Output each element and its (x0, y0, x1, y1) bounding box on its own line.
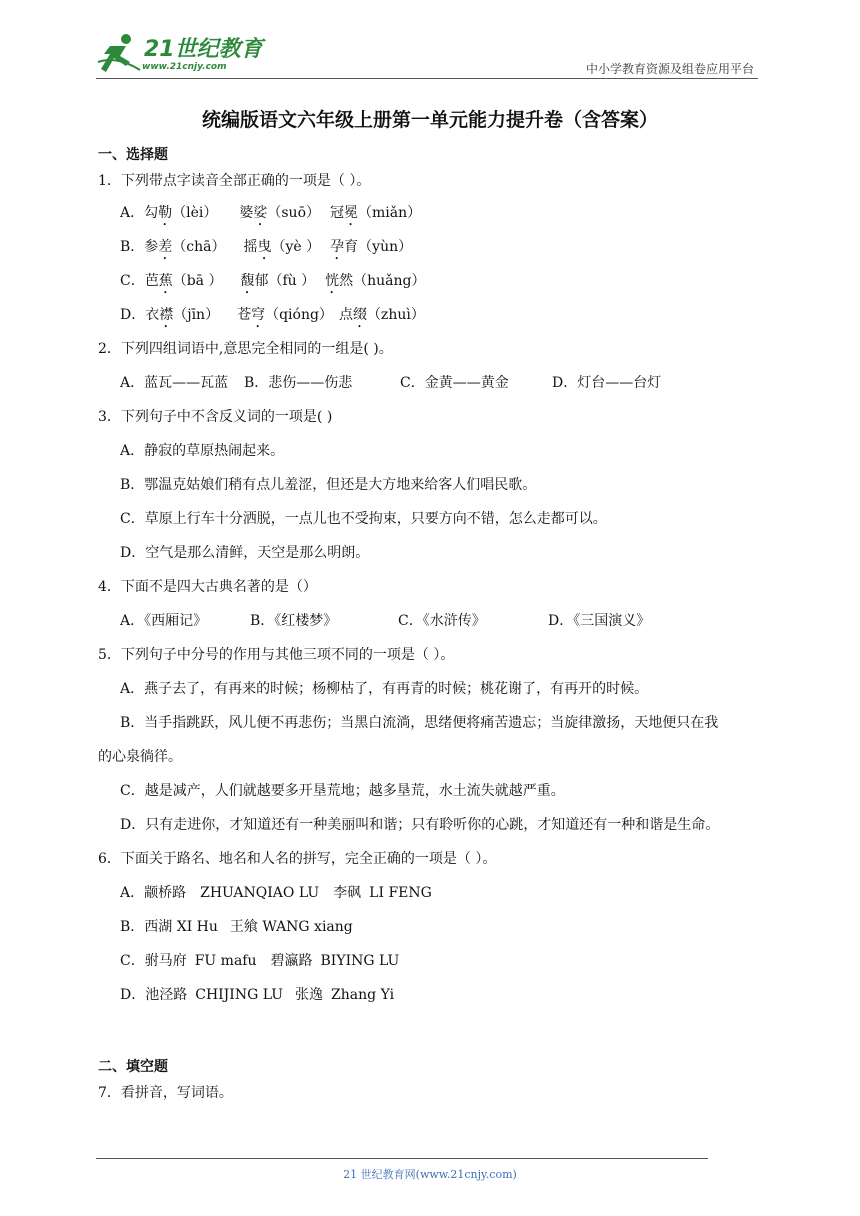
question-2-options (98, 366, 768, 400)
question-2-option-b: B．悲伤——伤悲 (244, 375, 353, 391)
question-3-stem: 3．下列句子中不含反义词的一项是( ) (98, 409, 333, 425)
logo (96, 32, 266, 76)
footer-link[interactable]: 21 世纪教育网(www.21cnjy.com) (343, 1168, 517, 1181)
platform-name: 中小学教育资源及组卷应用平台 (585, 62, 754, 76)
question-6-option-b: B．西湖 XI Hu 王飨 WANG xiang (120, 919, 353, 935)
question-5-option-a: A．燕子去了，有再来的时候；杨柳枯了，有再青的时候；桃花谢了，有再开的时候。 (120, 681, 649, 697)
question-4-option-b: B．《红楼梦》 (250, 613, 338, 629)
question-5-option-d: D．只有走进你，才知道还有一种美丽叫和谐；只有聆听你的心跳，才知道还有一种和谐是生命。 (120, 817, 720, 833)
question-1-option-b: B．参差（chā） 摇曳（yè ） 孕育（yùn） (120, 239, 413, 255)
footer-divider (96, 1158, 708, 1159)
question-4-option-d: D．《三国演义》 (548, 613, 651, 629)
header-divider (96, 78, 758, 79)
question-3-option-d: D．空气是那么清鲜，天空是那么明朗。 (120, 545, 370, 561)
question-3-option-b: B．鄂温克姑娘们稍有点儿羞涩，但还是大方地来给客人们唱民歌。 (120, 477, 537, 493)
question-2-option-d: D．灯台——台灯 (552, 375, 662, 391)
question-6-stem: 6．下面关于路名、地名和人名的拼写，完全正确的一项是（ ）。 (98, 851, 497, 867)
question-1-option-c: C．芭蕉（bā ） 馥郁（fù ） 恍然（huǎng） (120, 273, 426, 289)
question-5-option-c: C．越是减产，人们就越要多开垦荒地；越多垦荒，水土流失就越严重。 (120, 783, 565, 799)
question-5-option-b: B．当手指跳跃，风儿便不再悲伤；当黑白流淌，思绪便将痛苦遗忘；当旋律激扬，天地便只在我 的心泉徜徉。 (98, 715, 719, 765)
question-4-option-a: A．《西厢记》 (120, 613, 208, 629)
question-6-option-a: A．颛桥路 ZHUANQIAO LU 李砜 LI FENG (120, 885, 432, 901)
runner-logo-icon (96, 32, 142, 76)
page-title: 统编版语文六年级上册第一单元能力提升卷（含答案） (201, 109, 658, 131)
section-heading-choice: 一、选择题 (98, 147, 168, 163)
exam-content (98, 144, 768, 1108)
logo-url: www.21cnjy.com (142, 62, 227, 72)
section-heading-fill: 二、填空题 (98, 1059, 168, 1075)
question-1-option-a: A．勾勒（lèi） 婆娑（suō） 冠冕（miǎn） (120, 205, 422, 221)
question-3-option-a: A．静寂的草原热闹起来。 (120, 443, 285, 459)
question-1-stem: 1．下列带点字读音全部正确的一项是（ ）。 (98, 173, 371, 189)
question-6-option-c: C．驸马府 FU mafu 碧瀛路 BIYING LU (120, 953, 400, 969)
question-1-option-d: D．衣襟（jīn） 苍穹（qióng） 点缀（zhuì） (120, 307, 425, 323)
question-2-option-a: A．蓝瓦——瓦蓝 (120, 375, 229, 391)
logo-text: 21世纪教育 (144, 37, 263, 62)
question-4-option-c: C．《水浒传》 (398, 613, 486, 629)
question-5-stem: 5．下列句子中分号的作用与其他三项不同的一项是（ ）。 (98, 647, 455, 663)
question-4-options (98, 604, 768, 638)
question-2-stem: 2．下列四组词语中,意思完全相同的一组是( )。 (98, 341, 393, 357)
question-2-option-c: C．金黄——黄金 (400, 375, 509, 391)
question-4-stem: 4．下面不是四大古典名著的是（） (98, 579, 317, 595)
question-7-stem: 7．看拼音，写词语。 (98, 1085, 233, 1101)
question-3-option-c: C．草原上行车十分洒脱，一点儿也不受拘束，只要方向不错，怎么走都可以。 (120, 511, 607, 527)
question-6-option-d: D．池泾路 CHIJING LU 张逸 Zhang Yi (120, 987, 395, 1003)
page-header (96, 30, 758, 80)
